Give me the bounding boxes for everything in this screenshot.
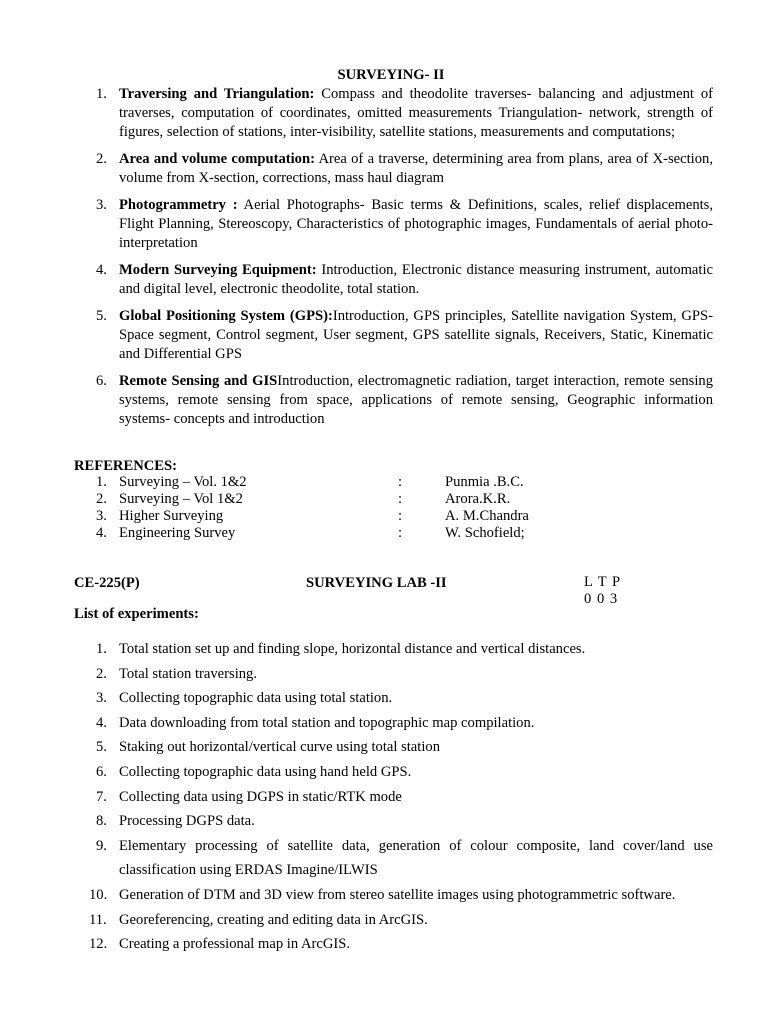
reference-author: W. Schofield;	[445, 525, 525, 541]
reference-separator: :	[398, 508, 403, 524]
experiment-text: Processing DGPS data.	[119, 813, 255, 830]
unit-item	[96, 150, 713, 188]
reference-author: A. M.Chandra	[445, 508, 529, 524]
experiment-item	[89, 932, 713, 957]
unit-item	[96, 307, 713, 364]
experiment-item	[96, 662, 713, 687]
experiment-number: 12.	[89, 936, 108, 953]
experiment-item	[96, 834, 713, 883]
experiment-text: Georeferencing, creating and editing data in ArcGIS.	[119, 911, 428, 928]
experiment-item	[96, 760, 713, 785]
experiment-text: Collecting topographic data using total station.	[119, 690, 393, 707]
reference-item	[96, 508, 656, 525]
references-heading: REFERENCES:	[74, 458, 177, 474]
unit-item	[96, 85, 713, 142]
reference-separator: :	[398, 474, 403, 490]
experiment-item	[96, 686, 713, 711]
experiment-text: Generation of DTM and 3D view from stereo satellite images using photogrammetric software.	[119, 886, 676, 903]
unit-heading: Remote Sensing and GIS	[119, 373, 278, 389]
reference-number: 3.	[96, 508, 107, 524]
experiment-text: Total station traversing.	[119, 665, 257, 682]
experiment-number: 9.	[96, 837, 107, 854]
experiment-text: Data downloading from total station and topographic map compilation.	[119, 714, 535, 731]
reference-book: Surveying – Vol 1&2	[119, 491, 243, 507]
reference-separator: :	[398, 491, 403, 507]
lab-course-title: SURVEYING LAB -II	[306, 575, 447, 591]
references-list	[96, 474, 656, 542]
experiment-number: 10.	[89, 886, 108, 903]
reference-number: 4.	[96, 525, 107, 541]
unit-text: Introduction, electromagnetic radiation, target interaction, remote sensing systems, remote sensing from space, applications of remote sensing, Geographic information systems- concepts and introduction	[119, 373, 713, 427]
experiment-item	[96, 637, 713, 662]
reference-number: 1.	[96, 474, 107, 490]
lab-course-code: CE-225(P)	[74, 575, 140, 591]
experiment-item	[96, 809, 713, 834]
experiment-number: 2.	[96, 665, 107, 682]
syllabus-units	[96, 85, 713, 437]
unit-text: Area of a traverse, determining area from plans, area of X-section, volume from X-section, corrections, mass haul diagram	[119, 151, 713, 186]
experiment-text: Creating a professional map in ArcGIS.	[119, 936, 351, 953]
unit-text: Compass and theodolite traverses- balancing and adjustment of traverses, computation of coordinates, omitted measurements Triangulation- network, strength of figures, selection of stations, inter-visibility, satellite stations, measurements and computations;	[119, 86, 713, 140]
reference-item	[96, 525, 656, 542]
reference-author: Punmia .B.C.	[445, 474, 524, 490]
experiment-item	[96, 735, 713, 760]
unit-text: Introduction, GPS principles, Satellite navigation System, GPS- Space segment, Control segment, User segment, GPS satellite signals, Receivers, Static, Kinematic and Differential GPS	[119, 308, 713, 362]
experiment-item	[96, 711, 713, 736]
reference-separator: :	[398, 525, 403, 541]
unit-number: 2.	[96, 151, 107, 167]
experiment-item	[96, 785, 713, 810]
experiment-text: Staking out horizontal/vertical curve using total station	[119, 739, 440, 756]
unit-item	[96, 261, 713, 299]
reference-book: Surveying – Vol. 1&2	[119, 474, 247, 490]
experiment-number: 4.	[96, 714, 107, 731]
unit-number: 3.	[96, 197, 107, 213]
experiment-number: 11.	[89, 911, 107, 928]
unit-number: 5.	[96, 308, 107, 324]
ltp-label: L T P	[584, 574, 622, 590]
reference-author: Arora.K.R.	[445, 491, 511, 507]
experiment-number: 8.	[96, 813, 107, 830]
reference-item	[96, 491, 656, 508]
experiments-heading: List of experiments:	[74, 606, 199, 622]
experiment-number: 3.	[96, 690, 107, 707]
unit-number: 4.	[96, 262, 107, 278]
unit-number: 6.	[96, 373, 107, 389]
experiment-number: 5.	[96, 739, 107, 756]
experiment-text: Total station set up and finding slope, horizontal distance and vertical distances.	[119, 641, 586, 657]
experiment-item	[89, 883, 713, 908]
experiment-text: Collecting data using DGPS in static/RTK mode	[119, 788, 402, 805]
reference-book: Engineering Survey	[119, 525, 236, 541]
ltp-values: 0 0 3	[584, 591, 619, 607]
experiment-text: Collecting topographic data using hand held GPS.	[119, 763, 412, 780]
unit-number: 1.	[96, 86, 107, 102]
unit-heading: Global Positioning System (GPS):	[119, 308, 333, 324]
experiments-list	[89, 637, 713, 957]
reference-number: 2.	[96, 491, 107, 507]
experiment-number: 1.	[96, 641, 107, 657]
unit-item	[96, 196, 713, 253]
page-title: SURVEYING- II	[337, 67, 445, 83]
experiment-text: Elementary processing of satellite data, generation of colour composite, land cover/land use classification using ERDAS Imagine/ILWIS	[119, 837, 713, 879]
unit-heading: Photogrammetry :	[119, 197, 238, 213]
unit-heading: Modern Surveying Equipment:	[119, 262, 317, 278]
experiment-number: 7.	[96, 788, 107, 805]
ltp-block	[584, 574, 621, 608]
unit-text: Aerial Photographs- Basic terms & Definitions, scales, relief displacements, Flight Planning, Stereoscopy, Characteristics of photographic images, Fundamentals of aerial photo-interpretation	[119, 197, 713, 251]
experiment-item	[89, 908, 713, 933]
unit-item	[96, 372, 713, 429]
unit-heading: Area and volume computation:	[119, 151, 315, 167]
experiment-number: 6.	[96, 763, 107, 780]
reference-item	[96, 474, 656, 491]
unit-heading: Traversing and Triangulation:	[119, 86, 315, 102]
reference-book: Higher Surveying	[119, 508, 224, 524]
unit-text: Introduction, Electronic distance measuring instrument, automatic and digital level, electronic theodolite, total station.	[119, 262, 713, 297]
